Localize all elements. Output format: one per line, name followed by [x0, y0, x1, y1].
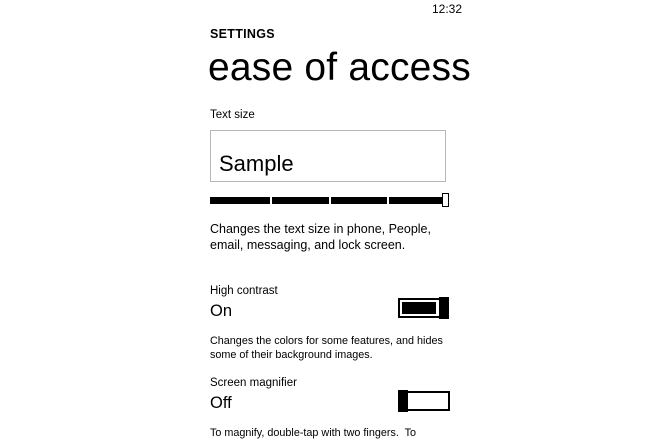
- text-size-preview-box: [210, 130, 446, 182]
- high-contrast-label: High contrast: [210, 285, 278, 297]
- toggle-track: [404, 391, 450, 411]
- screen-magnifier-state: Off: [210, 394, 232, 412]
- screen-magnifier-description: To magnify, double-tap with two fingers. To: [210, 427, 417, 439]
- toggle-knob: [439, 297, 449, 319]
- text-size-label: Text size: [210, 109, 255, 121]
- text-size-slider[interactable]: [210, 193, 450, 209]
- text-size-slider-track: [210, 197, 443, 204]
- slider-step-divider: [387, 196, 389, 205]
- high-contrast-toggle[interactable]: [398, 297, 450, 319]
- screen-magnifier-label: Screen magnifier: [210, 377, 297, 389]
- high-contrast-description: Changes the colors for some features, and hides some of their background images.: [210, 335, 443, 361]
- toggle-fill: [402, 302, 436, 314]
- screen-magnifier-toggle[interactable]: [398, 390, 450, 412]
- status-bar-clock: 12:32: [432, 2, 463, 16]
- toggle-track: [398, 298, 442, 318]
- text-size-sample: Sample: [219, 151, 294, 176]
- text-size-description: Changes the text size in phone, People, email, messaging, and lock screen.: [210, 222, 431, 252]
- slider-step-divider: [270, 196, 272, 205]
- section-header: SETTINGS: [210, 27, 275, 41]
- toggle-knob: [398, 390, 408, 412]
- high-contrast-state: On: [210, 302, 233, 320]
- slider-step-divider: [329, 196, 331, 205]
- text-size-slider-thumb[interactable]: [442, 193, 449, 207]
- page-title: ease of access: [208, 46, 471, 89]
